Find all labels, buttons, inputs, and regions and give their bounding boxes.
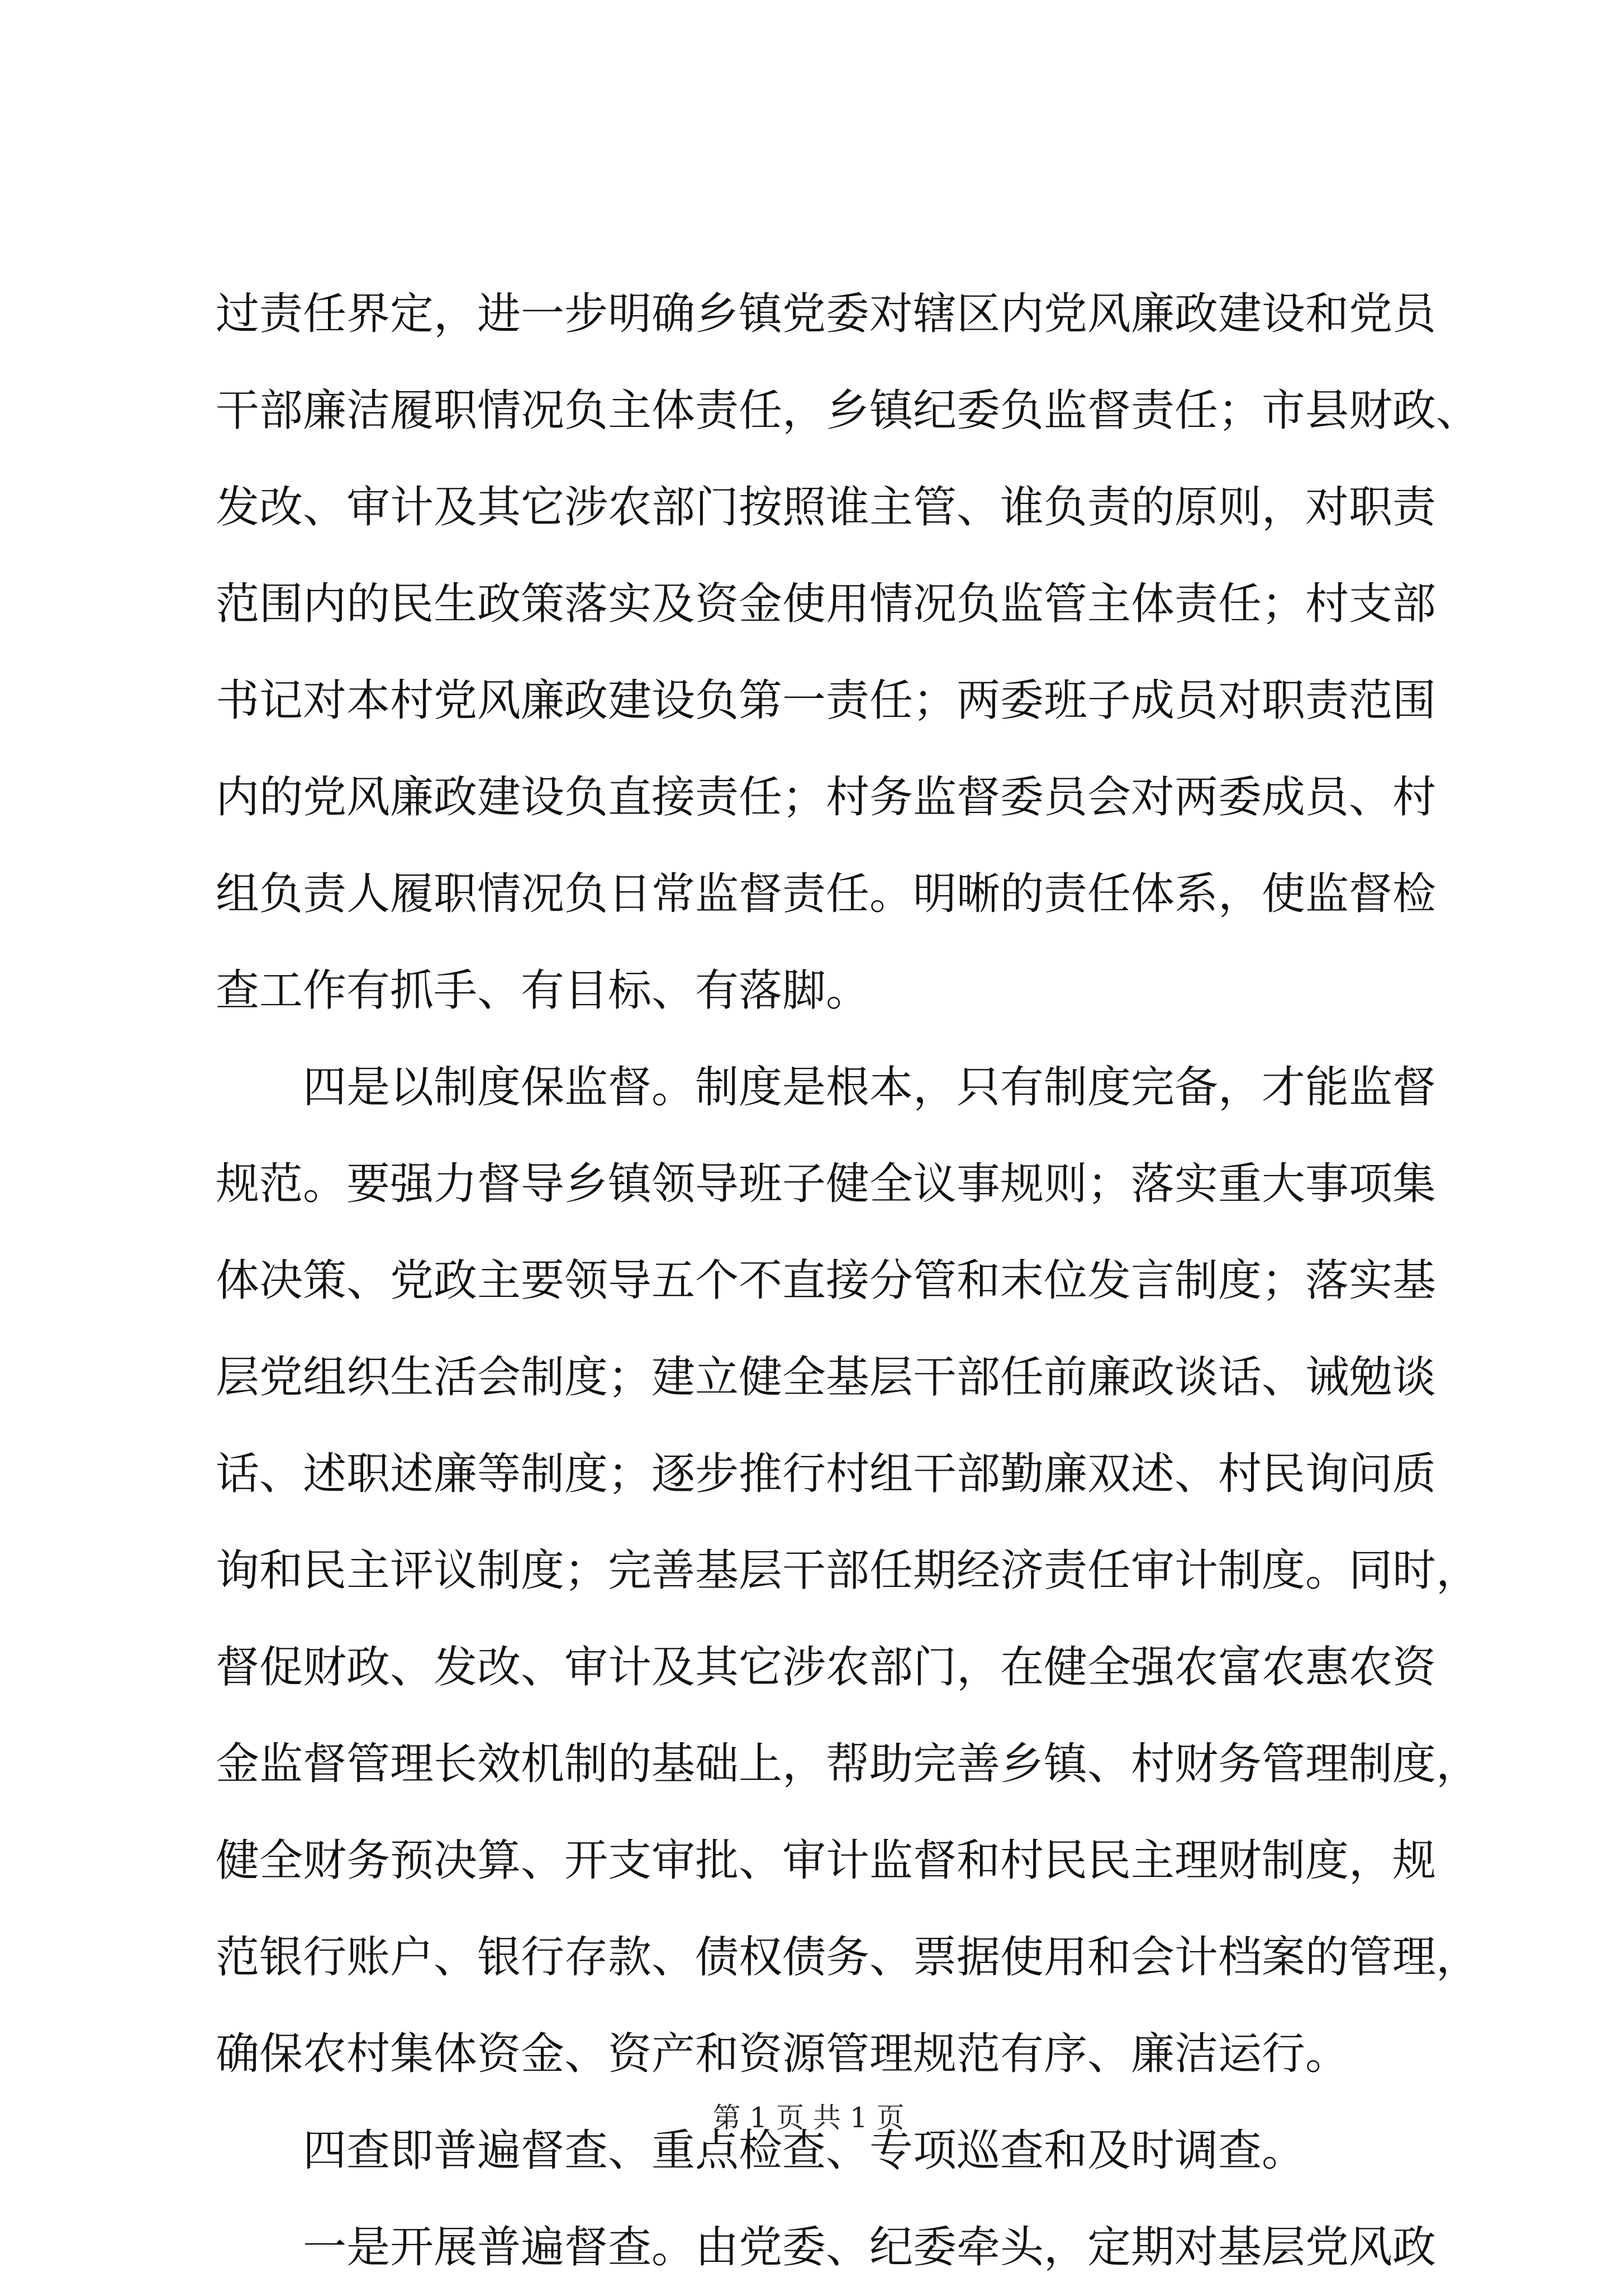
text-line: 健全财务预决算、开支审批、审计监督和村民民主理财制度，规	[216, 1836, 1437, 1886]
text-line: 书记对本村党风廉政建设负第一责任；两委班子成员对职责范围	[216, 676, 1437, 726]
text-line: 组负责人履职情况负日常监督责任。明晰的责任体系，使监督检	[216, 869, 1437, 919]
text-line: 督促财政、发改、审计及其它涉农部门，在健全强农富农惠农资	[216, 1642, 1437, 1693]
text-line: 内的党风廉政建设负直接责任；村务监督委员会对两委成员、村	[216, 772, 1437, 823]
text-line: 查工作有抓手、有目标、有落脚。	[216, 966, 870, 1016]
text-line: 话、述职述廉等制度；逐步推行村组干部勤廉双述、村民询问质	[216, 1449, 1437, 1499]
text-line: 金监督管理长效机制的基础上，帮助完善乡镇、村财务管理制度，	[216, 1739, 1480, 1789]
text-line: 发改、审计及其它涉农部门按照谁主管、谁负责的原则，对职责	[216, 482, 1437, 533]
text-line: 干部廉洁履职情况负主体责任，乡镇纪委负监督责任；市县财政、	[216, 386, 1480, 436]
text-line: 规范。要强力督导乡镇领导班子健全议事规则；落实重大事项集	[216, 1159, 1437, 1209]
paragraph-first-line: 四是以制度保监督。制度是根本，只有制度完备，才能监督	[303, 1062, 1437, 1113]
text-line: 确保农村集体资金、资产和资源管理规范有序、廉洁运行。	[216, 2029, 1349, 2079]
text-line: 体决策、党政主要领导五个不直接分管和末位发言制度；落实基	[216, 1256, 1437, 1306]
document-body	[216, 266, 1480, 2296]
text-line: 询和民主评议制度；完善基层干部任期经济责任审计制度。同时，	[216, 1546, 1480, 1596]
text-line: 过责任界定，进一步明确乡镇党委对辖区内党风廉政建设和党员	[216, 289, 1437, 339]
text-line: 层党组织生活会制度；建立健全基层干部任前廉政谈话、诫勉谈	[216, 1352, 1437, 1403]
paragraph-first-line: 一是开展普遍督查。由党委、纪委牵头，定期对基层党风政	[303, 2222, 1437, 2273]
paragraph-first-line: 四查即普遍督查、重点检查、专项巡查和及时调查。	[303, 2126, 1306, 2176]
text-line: 范围内的民生政策落实及资金使用情况负监管主体责任；村支部	[216, 579, 1437, 629]
page-footer: 第 1 页 共 1 页	[712, 2102, 905, 2134]
text-line: 范银行账户、银行存款、债权债务、票据使用和会计档案的管理，	[216, 1932, 1480, 1983]
